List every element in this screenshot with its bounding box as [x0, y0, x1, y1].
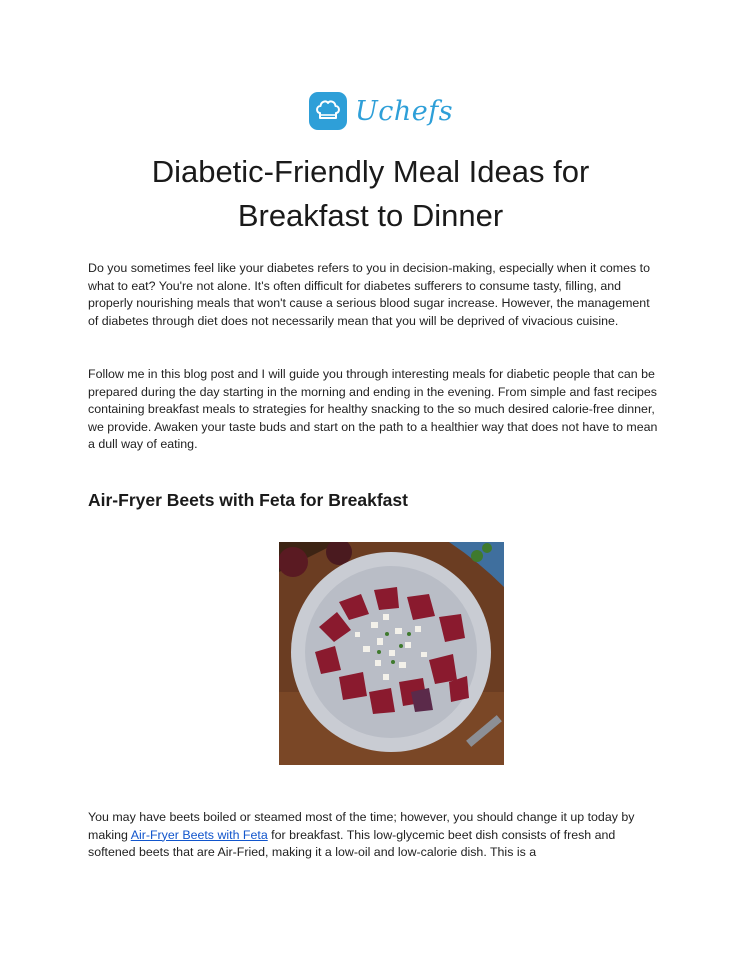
title-line-1: Diabetic-Friendly Meal Ideas for — [151, 154, 590, 189]
intro-paragraph-1: Do you sometimes feel like your diabetes refers to you in decision-making, especially when it comes to what to eat? You're not alone. It's often difficult for diabetes sufferers to consume tasty, filling, and properly nourishing meals that won't cause a serious blood sugar increase. However, the management of diabetes through diet does not necessarily mean that you will be deprived of vivacious cuisine. — [88, 261, 650, 328]
beets-feta-photo — [279, 542, 504, 765]
beets-text-after-link: for breakfast. This low-glycemic beet dish consists of fresh and softened beets that are Air-Fried, making it a low-oil and low-calorie dish. This is a — [88, 827, 616, 860]
beets-paragraph — [88, 809, 658, 862]
air-fryer-beets-link[interactable]: Air-Fryer Beets with Feta — [130, 827, 268, 842]
intro-paragraph-2: Follow me in this blog post and I will guide you through interesting meals for diabetic people that can be prepared during the day starting in the morning and ending in the evening. From simple and fast recipes containing breakfast meals to strategies for healthy snacking to the so much desired calorie-free dinner, we provide. Awaken your taste buds and start on the path to a healthier way that does not have to mean a dull way of eating. — [88, 367, 658, 452]
chef-hat-icon — [309, 92, 347, 130]
title-line-2: Breakfast to Dinner — [237, 198, 504, 233]
logo-wordmark: Uchefs — [355, 95, 454, 127]
page-title — [60, 150, 681, 238]
uchefs-logo[interactable] — [309, 92, 453, 130]
beets-text-before-link: You may have beets boiled or steamed most of the time; however, you should change it up today by making — [88, 810, 635, 842]
section-heading: Air-Fryer Beets with Feta for Breakfast — [88, 490, 408, 510]
